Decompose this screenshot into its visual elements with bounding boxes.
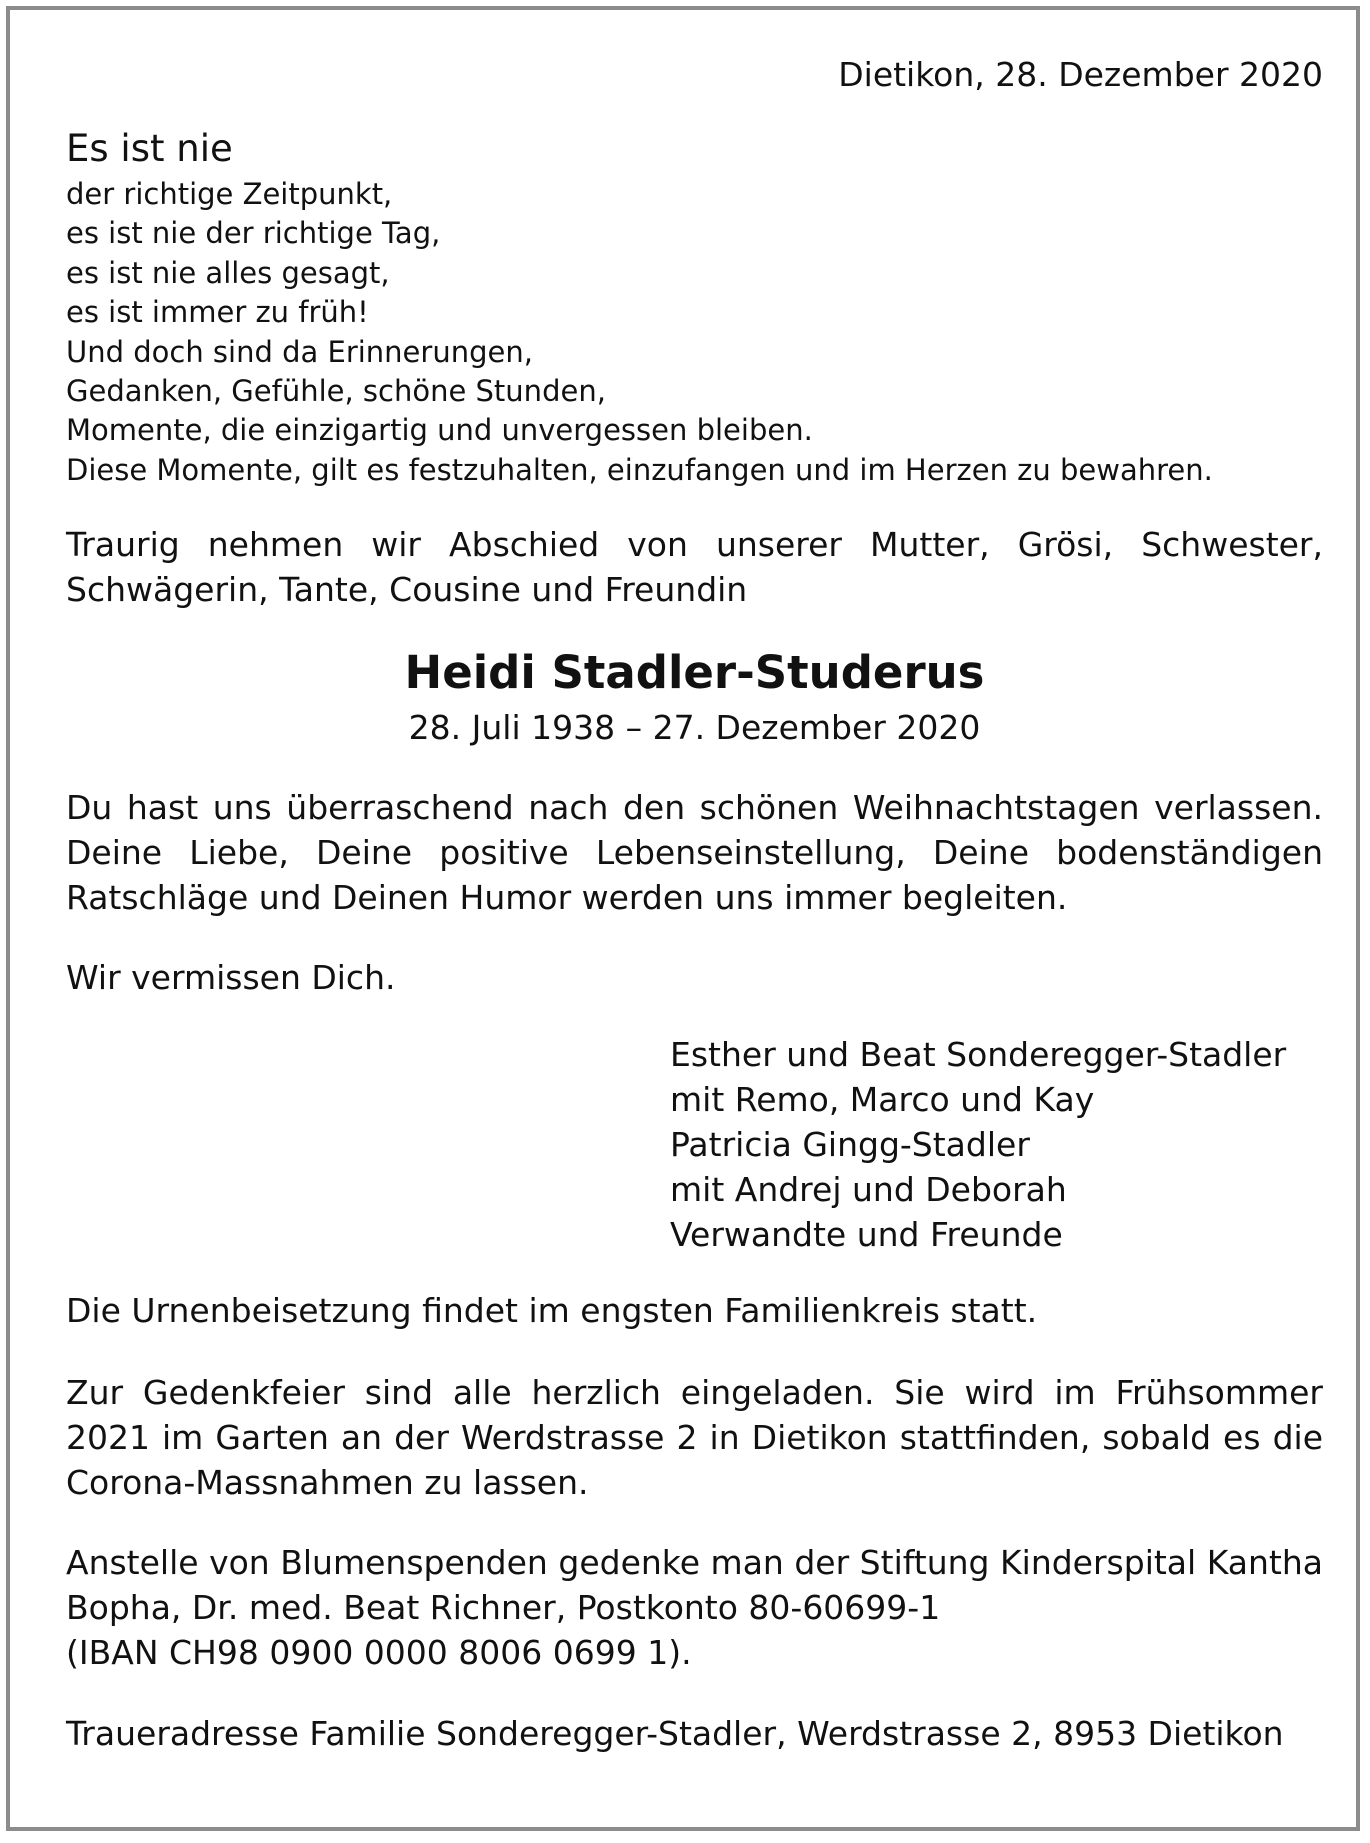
poem-line: Und doch sind da Erinnerungen, <box>66 334 533 369</box>
poem-line: Diese Momente, gilt es festzuhalten, einzufangen und im Herzen zu bewahren. <box>66 452 1213 487</box>
poem-line: der richtige Zeitpunkt, <box>66 177 393 211</box>
deceased-name: Heidi Stadler-Studerus <box>404 646 985 700</box>
poem-lines <box>66 175 1323 490</box>
burial-text: Die Urnenbeisetzung findet im engsten Familienkreis statt. <box>66 1291 1038 1331</box>
memorial-text: Zur Gedenkfeier sind alle herzlich eingeladen. Sie wird im Frühsommer 2021 im Garten an der Werdstrasse 2 in Dietikon stattfinden, sobald es die Corona-Massnahmen zu lassen. <box>66 1373 1323 1503</box>
poem-line: es ist nie der richtige Tag, <box>66 216 441 251</box>
signer-line: mit Remo, Marco und Kay <box>670 1080 1095 1120</box>
signer-line: Verwandte und Freunde <box>670 1215 1063 1255</box>
place-date: Dietikon, 28. Dezember 2020 <box>838 55 1323 94</box>
message-text: Du hast uns überraschend nach den schönen Weihnachtstagen verlassen. Deine Liebe, Deine positive Lebenseinstellung, Deine bodenständigen Ratschläge und Deinen Humor werden uns immer begleiten. <box>66 788 1323 918</box>
address-text: Traueradresse Familie Sonderegger-Stadler, Werdstrasse 2, 8953 Dietikon <box>66 1714 1284 1754</box>
poem-line: es ist nie alles gesagt, <box>66 255 390 290</box>
signer-line: mit Andrej und Deborah <box>670 1170 1067 1210</box>
miss-text: Wir vermissen Dich. <box>66 958 396 998</box>
signer-line: Patricia Gingg-Stadler <box>670 1125 1030 1165</box>
donation-iban: (IBAN CH98 0900 0000 8006 0699 1). <box>66 1633 692 1673</box>
signers <box>670 1032 1323 1257</box>
poem-line: Momente, die einzigartig und unvergessen bleiben. <box>66 413 813 448</box>
donation-text: Anstelle von Blumenspenden gedenke man der Stiftung Kinderspital Kantha Bopha, Dr. med. Beat Richner, Postkonto 80-60699-1 <box>66 1543 1323 1628</box>
poem <box>66 123 1323 490</box>
deceased-dates: 28. Juli 1938 – 27. Dezember 2020 <box>408 708 981 748</box>
poem-line: Gedanken, Gefühle, schöne Stunden, <box>66 374 606 409</box>
notice-frame <box>6 6 1360 1831</box>
poem-heading: Es ist nie <box>66 127 233 170</box>
signer-line: Esther und Beat Sonderegger-Stadler <box>670 1035 1287 1075</box>
poem-line: es ist immer zu früh! <box>66 295 369 330</box>
notice-content <box>66 52 1323 1756</box>
donation-block <box>66 1540 1323 1675</box>
intro-text: Traurig nehmen wir Abschied von unserer Mutter, Grösi, Schwester, Schwägerin, Tante, Cousine und Freundin <box>66 525 1323 610</box>
